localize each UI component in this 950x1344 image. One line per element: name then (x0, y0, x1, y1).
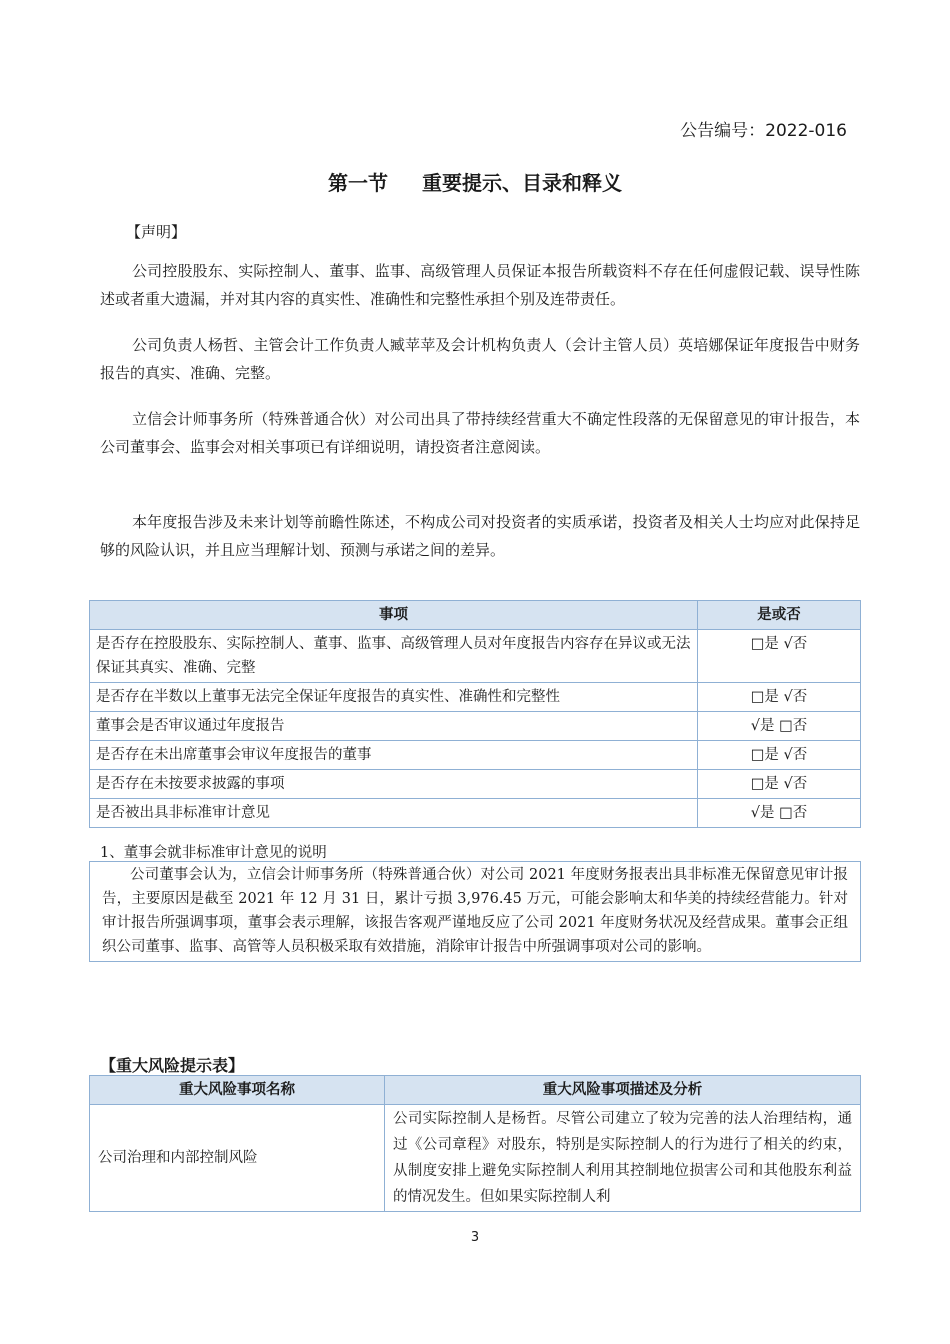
row-answer: □是 √否 (698, 630, 861, 683)
row-item: 是否存在半数以上董事无法完全保证年度报告的真实性、准确性和完整性 (90, 683, 698, 712)
section-title (0, 167, 950, 196)
risk-table (89, 1075, 861, 1212)
table-row (90, 799, 861, 828)
paragraph-auditor: 立信会计师事务所（特殊普通合伙）对公司出具了带持续经营重大不确定性段落的无保留意见的审计报告，本公司董事会、监事会对相关事项已有详细说明，请投资者注意阅读。 (100, 410, 860, 456)
column-header-risk-name: 重大风险事项名称 (90, 1076, 385, 1105)
announcement-number: 公告编号：2022-016 (680, 121, 847, 141)
paragraph-forward-looking: 本年度报告涉及未来计划等前瞻性陈述，不构成公司对投资者的实质承诺，投资者及相关人士均应对此保持足够的风险认识，并且应当理解计划、预测与承诺之间的差异。 (100, 513, 860, 559)
row-answer: √是 □否 (698, 712, 861, 741)
paragraph-guarantee: 公司控股股东、实际控制人、董事、监事、高级管理人员保证本报告所载资料不存在任何虚假记载、误导性陈述或者重大遗漏，并对其内容的真实性、准确性和完整性承担个别及连带责任。 (100, 262, 860, 308)
table-row (90, 770, 861, 799)
row-answer: √是 □否 (698, 799, 861, 828)
row-item: 是否存在未出席董事会审议年度报告的董事 (90, 741, 698, 770)
column-header-item: 事项 (90, 601, 698, 630)
audit-opinion-note-heading: 1、董事会就非标准审计意见的说明 (100, 845, 327, 861)
table-row (90, 712, 861, 741)
column-header-yes-no: 是或否 (698, 601, 861, 630)
table-row (90, 683, 861, 712)
row-answer: □是 √否 (698, 741, 861, 770)
page-number: 3 (470, 1230, 480, 1245)
table-header-row (90, 1076, 861, 1105)
column-header-risk-desc: 重大风险事项描述及分析 (385, 1076, 861, 1105)
table-header-row (90, 601, 861, 630)
audit-opinion-note-body: 公司董事会认为，立信会计师事务所（特殊普通合伙）对公司 2021 年度财务报表出具非标准无保留意见审计报告，主要原因是截至 2021 年 12 月 31 日，累计亏损 3,976.45 万元，可能会影响太和华美的持续经营能力。针对审计报告所强调事项，董事会表示理解，该报告客观严谨地反应了公司 2021 年度财务状况及经营成果。董事会正组织公司董事、监事、高管等人员积极采取有效措施，消除审计报告中所强调事项对公司的影响。 (89, 861, 861, 962)
risk-table-heading: 【重大风险提示表】 (100, 1056, 245, 1075)
table-row (90, 630, 861, 683)
row-item: 是否存在控股股东、实际控制人、董事、监事、高级管理人员对年度报告内容存在异议或无法保证其真实、准确、完整 (90, 630, 698, 683)
row-item: 是否存在未按要求披露的事项 (90, 770, 698, 799)
row-item: 董事会是否审议通过年度报告 (90, 712, 698, 741)
table-row (90, 741, 861, 770)
risk-name: 公司治理和内部控制风险 (90, 1105, 385, 1212)
declaration-label: 【声明】 (126, 223, 187, 241)
table-row (90, 1105, 861, 1212)
risk-description: 公司实际控制人是杨哲。尽管公司建立了较为完善的法人治理结构，通过《公司章程》对股东，特别是实际控制人的行为进行了相关的约束，从制度安排上避免实际控制人利用其控制地位损害公司和其他股东利益的情况发生。但如果实际控制人利 (385, 1105, 861, 1212)
row-answer: □是 √否 (698, 770, 861, 799)
confirmation-table (89, 600, 861, 828)
section-title-number: 第一节 (328, 171, 388, 195)
section-title-text: 重要提示、目录和释义 (422, 171, 622, 195)
row-answer: □是 √否 (698, 683, 861, 712)
row-item: 是否被出具非标准审计意见 (90, 799, 698, 828)
paragraph-responsible-persons: 公司负责人杨哲、主管会计工作负责人臧苹苹及会计机构负责人（会计主管人员）英培娜保证年度报告中财务报告的真实、准确、完整。 (100, 336, 860, 382)
